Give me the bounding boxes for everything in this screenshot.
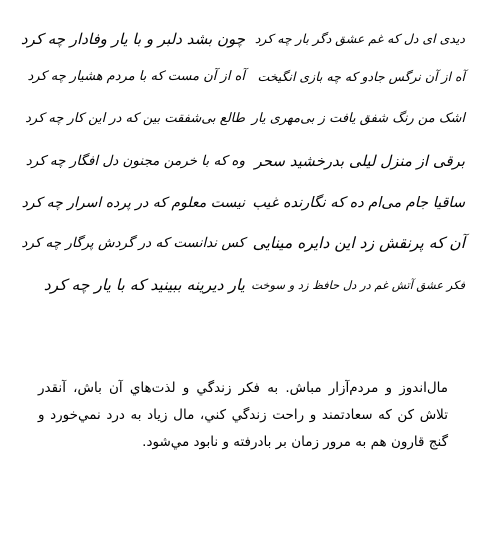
caption-paragraph: مال‌اندوز و مردم‌آزار مباش. به فکر زندگي و لذت‌هاي آن باش، آنقدر تلاش کن که سعادتمند و راحت زندگي کني، مال زياد به درد نمي‌خورد و گنج قارون هم به مرور زمان بر بادرفته و نابود مي‌شود. [38,380,448,450]
verse-line: چون بشد دلبر و با یار وفادار چه کرد [20,30,245,48]
verse-line: آه از آن مست که با مردم هشیار چه کرد [27,69,245,84]
poem-block [0,2,485,312]
verse-line: برقی از منزل لیلی بدرخشید سحر [254,152,465,170]
verse-line: یار دیرینه ببینید که با یار چه کرد [43,276,245,294]
poem-column-left [20,2,245,312]
verse-line: اشک من رنگ شفق یافت ز بی‌مهری یار [251,111,465,126]
verse-line: فکر عشق آتش غم در دل حافظ زد و سوخت [251,278,465,292]
verse-line: آه از آن نرگس جادو که چه بازی انگیخت [257,69,465,84]
verse-line: نیست معلوم که در پرده اسرار چه کرد [21,195,245,211]
verse-line: کس ندانست که در گردش پرگار چه کرد [21,235,245,251]
poem-column-right [250,2,465,312]
verse-line: طالع بی‌شفقت بین که در این کار چه کرد [25,111,245,126]
verse-line: آن که پرنقش زد این دایره مینایی [252,234,465,252]
verse-line: ساقیا جام می‌ام ده که نگارنده غیب [252,195,465,211]
verse-line: دیدی ای دل که غم عشق دگر بار چه کرد [254,31,465,46]
verse-line: وه که با خرمن مجنون دل افگار چه کرد [25,153,245,169]
